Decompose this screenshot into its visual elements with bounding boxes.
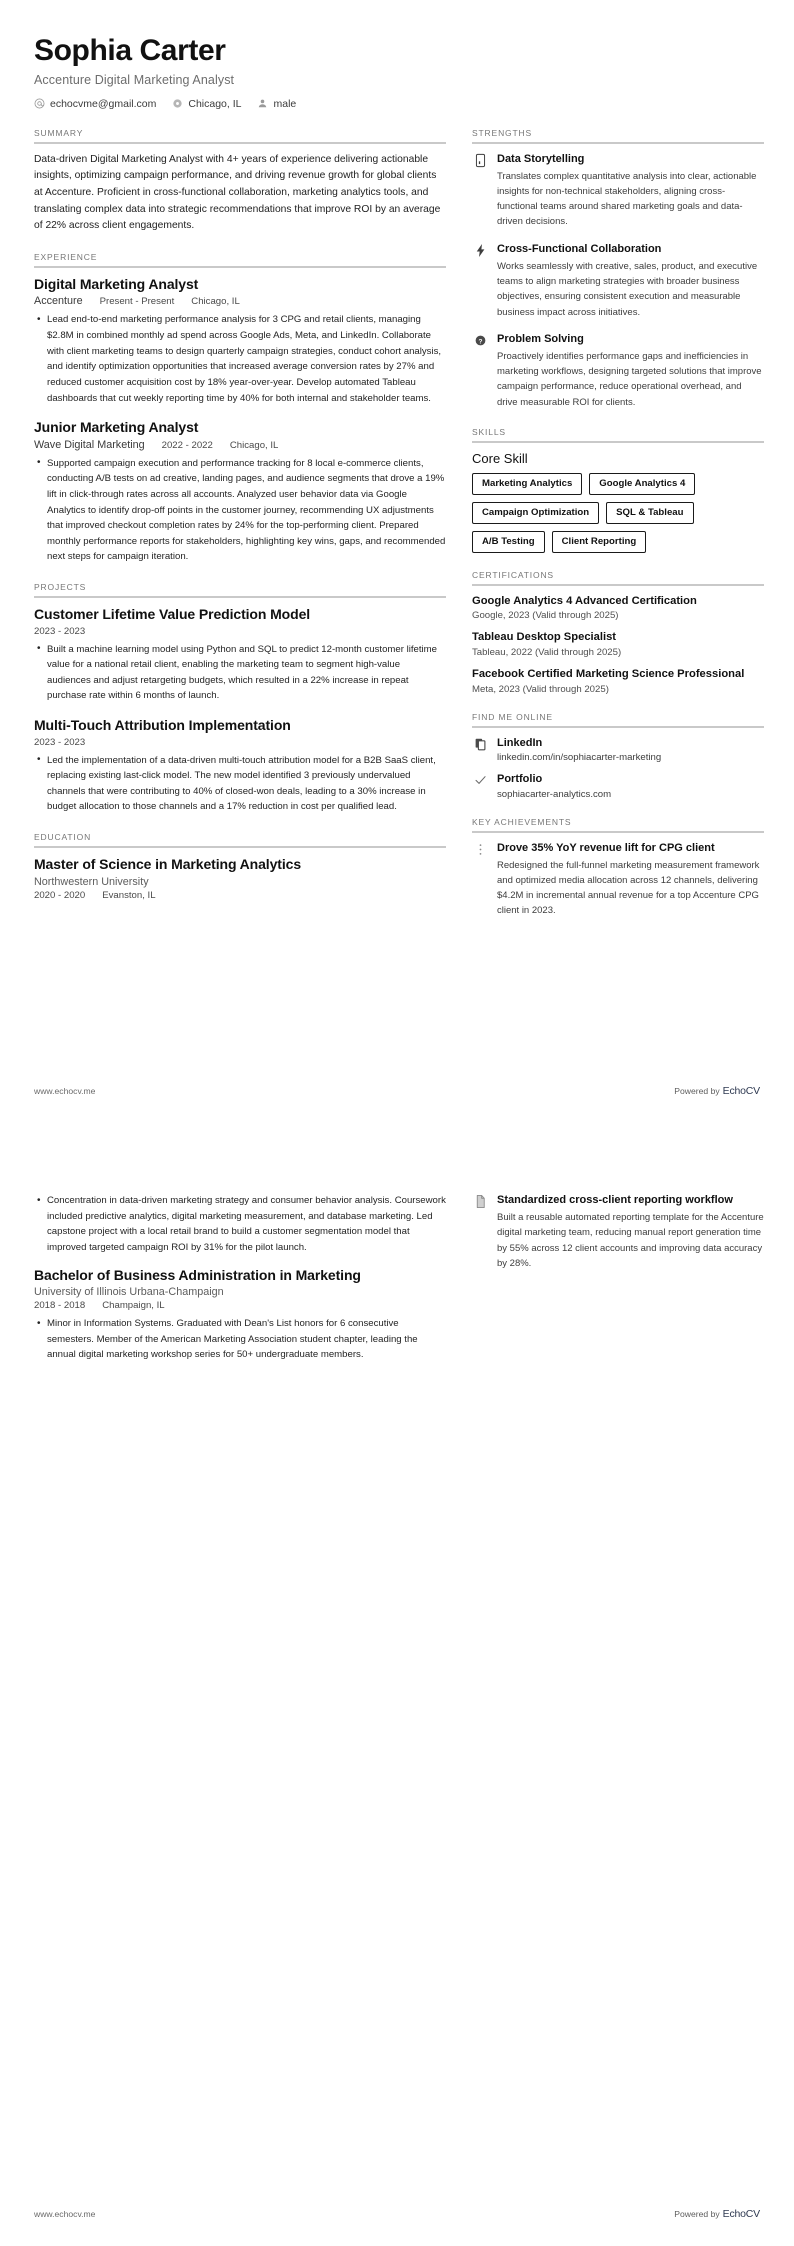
contact-gender-text: male [273,97,297,110]
footer-brand [674,1085,760,1097]
footer-site-url[interactable]: www.echocv.me [34,1086,96,1096]
experience-location: Chicago, IL [229,439,279,451]
bullet-item: • Supported campaign execution and performance tracking for 8 local e-commerce clients, conducting A/B tests on ad creative, landing pages, and audience segments that drove a 19% lift in click-through rates across all accounts. Analyzed user behavior data via Google Analytics to identify drop-off points in the customer journey, recommending UX adjustments that improved checkout completion rates by 24% for the top-performing client. Prepared monthly performance reports for stakeholders, highlighting key wins, gaps, and recommended next steps for campaign iteration. [47,456,446,565]
candidate-headline: Accenture Digital Marketing Analyst [34,72,235,87]
section-divider [472,584,764,586]
education-location: Evanston, IL [102,889,156,901]
section-certifications-title: CERTIFICATIONS [472,569,554,580]
experience-meta [34,439,446,451]
education-location: Champaign, IL [102,1300,165,1311]
section-skills-title: SKILLS [472,426,506,437]
certification-name: Facebook Certified Marketing Science Professional [472,668,745,681]
skill-group-title: Core Skill [472,450,528,466]
education-entry [34,1267,446,1363]
achievement-title: Standardized cross-client reporting workflow [497,1194,733,1206]
skill-tag[interactable]: Google Analytics 4 [589,473,695,495]
resume-header [34,34,760,110]
section-summary-title: SUMMARY [34,127,84,138]
section-experience-title: EXPERIENCE [34,251,98,262]
project-entry [34,606,446,704]
experience-dates: 2022 - 2022 [161,439,213,451]
education-school: University of Illinois Urbana-Champaign [34,1286,224,1298]
project-title: Customer Lifetime Value Prediction Model [34,606,311,623]
bullet-item: • Built a machine learning model using Python and SQL to predict 12-month customer lifetime value for a national retail client, enabling the marketing team to segment high-value audiences and adjust retargeting budgets, which resulted in a 22% increase in repeat purchase rate within 6 months of launch. [47,642,446,705]
education-entry [34,856,446,901]
online-profile-url: linkedin.com/in/sophiacarter-marketing [497,752,662,764]
education-school: Northwestern University [34,875,149,888]
section-key-achievements-continued [472,1193,764,1271]
question-circle-icon [472,332,488,410]
right-column [472,128,764,936]
strength-title: Problem Solving [497,332,584,345]
experience-entry [34,419,446,565]
online-profile-linkedin[interactable] [472,736,764,763]
project-dates: 2023 - 2023 [34,625,86,637]
experience-job-title: Digital Marketing Analyst [34,275,199,292]
strength-item [472,332,764,410]
strength-title: Cross-Functional Collaboration [497,242,662,255]
contact-location[interactable] [172,98,241,110]
section-find-me-online-title: FIND ME ONLINE [472,712,553,723]
footer-brand-name: EchoCV [722,2208,760,2220]
section-projects-title: PROJECTS [34,582,87,593]
resume-body-continued [34,1193,764,1380]
section-key-achievements-title: KEY ACHIEVEMENTS [472,816,572,827]
footer-brand-name: EchoCV [722,1085,760,1097]
online-profile-label: Portfolio [497,773,543,786]
education-dates: 2020 - 2020 [34,889,86,901]
certification-name: Google Analytics 4 Advanced Certification [472,594,697,607]
summary-text: Data-driven Digital Marketing Analyst with 4+ years of experience delivering actionable insights, optimizing campaign performance, and driving revenue growth for global clients at Accenture. Proficient in cross-functional collaboration, marketing analytics tools, and translating complex data into strategic recommendations that improve ROI by an average of 22% across client engagements. [34,153,441,232]
section-projects [34,582,446,815]
copy-documents-icon [472,736,488,763]
page-footer [34,1085,760,1097]
online-profile-url: sophiacarter-analytics.com [497,788,612,800]
strength-description: Works seamlessly with creative, sales, product, and executive teams to align marketing strategies with broader business objectives, ensuring consistent execution and measurable business impact across initiatives. [497,260,758,318]
vertical-dots-icon [472,841,488,919]
certification-meta: Google, 2023 (Valid through 2025) [472,610,619,622]
experience-bullets [34,456,446,565]
email-icon [34,98,45,109]
section-divider [472,726,764,728]
lightning-bolt-icon [472,242,488,320]
education-bullets [34,1193,446,1256]
right-column-continued [472,1193,764,1288]
section-divider [472,441,764,443]
skill-tag[interactable]: Campaign Optimization [472,502,599,524]
contact-location-text: Chicago, IL [188,97,242,110]
online-profile-portfolio[interactable] [472,772,764,799]
left-column [34,128,446,918]
education-bullets [34,1316,446,1363]
section-skills [472,427,764,553]
project-bullets [34,753,446,816]
achievement-item [472,1193,764,1271]
section-education [34,832,446,901]
project-title: Multi-Touch Attribution Implementation [34,717,291,734]
section-divider [472,142,764,144]
footer-site-url[interactable]: www.echocv.me [34,2209,96,2219]
section-summary [34,128,446,235]
footer-powered-by-label: Powered by [674,1086,720,1096]
contact-email[interactable] [34,98,156,110]
section-divider [34,266,446,268]
project-dates: 2023 - 2023 [34,736,86,748]
section-education-title: EDUCATION [34,832,92,843]
skill-tag[interactable]: Marketing Analytics [472,473,582,495]
mobile-chart-icon [472,152,488,230]
education-meta [34,1300,446,1311]
experience-entry [34,276,446,406]
education-meta [34,890,446,901]
achievement-item [472,841,764,919]
strength-title: Data Storytelling [497,152,585,165]
bullet-item: • Minor in Information Systems. Graduated with Dean's List honors for 6 consecutive semesters. Member of the American Marketing Association student chapter, leading the annual digital marketing workshop series for 50+ undergraduate members. [47,1316,446,1363]
section-divider [34,846,446,848]
section-education-continued [34,1193,446,1363]
section-experience [34,252,446,565]
experience-meta [34,295,446,307]
achievement-title: Drove 35% YoY revenue lift for CPG client [497,841,715,854]
education-degree: Master of Science in Marketing Analytics [34,856,302,873]
svg-text:?: ? [478,337,482,345]
footer-powered-by-label: Powered by [674,2209,720,2219]
section-find-me-online [472,712,764,800]
contact-row [34,98,760,110]
candidate-name: Sophia Carter [34,34,226,67]
strength-description: Proactively identifies performance gaps and inefficiencies in marketing workflows, designing targeted solutions that improve campaign performance, reduce operational overhead, and drive measurable ROI for clients. [497,350,762,408]
experience-location: Chicago, IL [191,296,240,308]
experience-dates: Present - Present [99,296,175,308]
project-entry [34,717,446,815]
certification-item [472,630,764,658]
skill-tag-list [472,473,764,553]
achievement-description: Built a reusable automated reporting template for the Accenture digital marketing team, reducing manual report generation time by 55% across 12 client accounts and improving data accuracy by 28%. [497,1212,764,1269]
left-column-continued [34,1193,446,1380]
check-icon [472,772,488,799]
project-bullets [34,642,446,705]
certification-item [472,594,764,622]
strength-item [472,152,764,230]
section-key-achievements [472,817,764,919]
contact-gender[interactable] [257,98,296,110]
bullet-item: • Concentration in data-driven marketing strategy and consumer behavior analysis. Coursework included predictive analytics, digital marketing measurement, and database marketing. Led capstone project with a local retail brand to build a customer segmentation model that improved targeted campaign ROI by 31% for the pilot launch. [47,1193,446,1256]
certification-item [472,667,764,695]
certification-meta: Meta, 2023 (Valid through 2025) [472,684,609,696]
bullet-item: • Lead end-to-end marketing performance analysis for 3 CPG and retail clients, managing $2.8M in combined monthly ad spend across Google Ads, Meta, and LinkedIn. Collaborate with client marketing teams to design quarterly campaign strategies, conduct cohort analysis, and identify optimization opportunities that increased average conversion rates by 27% and reduced customer acquisition cost by 18% year-over-year. Develop automated Tableau dashboards that cut weekly reporting time by 40% for both internal and stakeholder teams. [47,312,446,406]
education-dates: 2018 - 2018 [34,1300,86,1311]
contact-email-text: echocvme@gmail.com [50,97,157,110]
experience-job-title: Junior Marketing Analyst [34,419,199,436]
location-icon [172,98,183,109]
strength-description: Translates complex quantitative analysis into clear, actionable insights for non-technical stakeholders, aligning cross-functional teams around shared marketing goals and data-driven decisions. [497,170,757,228]
section-strengths [472,128,764,410]
section-certifications [472,570,764,695]
achievement-description: Redesigned the full-funnel marketing measurement framework and optimized media allocation across 12 channels, delivering $4.2M in incremental annual revenue for a top Accenture CPG client in 2023. [497,859,760,917]
certification-name: Tableau Desktop Specialist [472,631,617,644]
section-divider [472,831,764,833]
certification-meta: Tableau, 2022 (Valid through 2025) [472,647,622,659]
resume-body [34,128,760,936]
person-icon [257,98,268,109]
section-divider [34,142,446,144]
strength-item [472,242,764,320]
document-icon [472,1193,488,1271]
resume-page-2 [0,1123,794,2246]
section-divider [34,596,446,598]
online-profile-label: LinkedIn [497,737,543,750]
bullet-item: • Led the implementation of a data-driven multi-touch attribution model for a B2B SaaS client, replacing existing last-click model. The new model identified 3 previously undervalued channels that were contributing to 40% of closed-won deals, leading to a 30% increase in budget allocation to those channels and a 17% reduction in cost per qualified lead. [47,753,446,816]
experience-company: Wave Digital Marketing [34,438,145,451]
skill-tag[interactable]: Client Reporting [552,531,647,553]
page-footer [34,2208,760,2220]
skill-tag[interactable]: SQL & Tableau [606,502,693,524]
footer-brand [674,2208,760,2220]
experience-bullets [34,312,446,406]
section-strengths-title: STRENGTHS [472,127,533,138]
skill-tag[interactable]: A/B Testing [472,531,545,553]
experience-company: Accenture [34,295,83,308]
education-degree: Bachelor of Business Administration in Marketing [34,1266,361,1283]
